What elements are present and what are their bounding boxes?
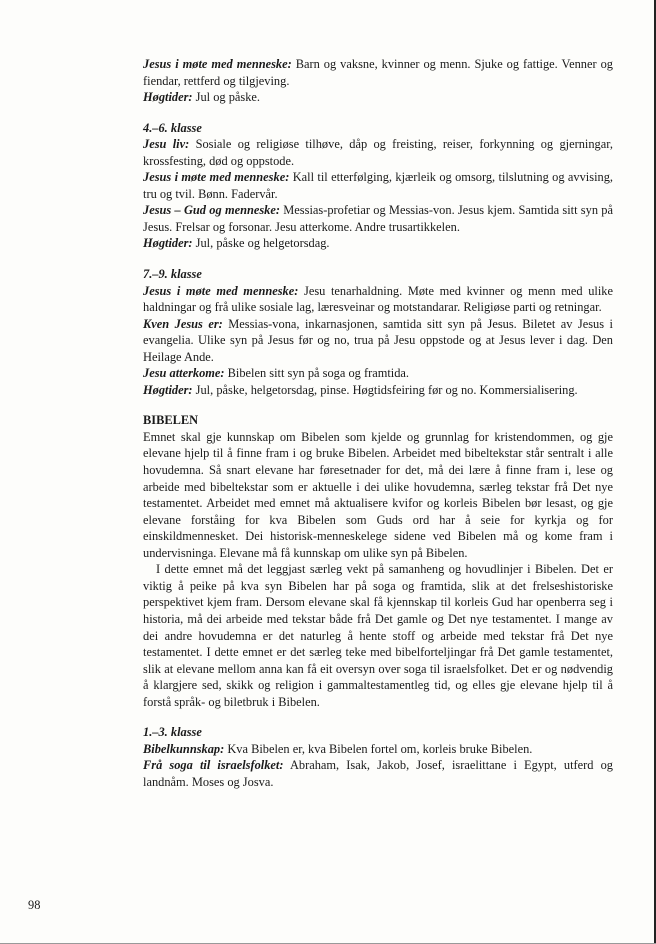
topic-label: Jesus i møte med menneske:	[143, 170, 290, 185]
topic-label: Jesu atterkome:	[143, 366, 225, 381]
topic-text: Jesu tenarhaldning. Møte med kvinner og menn med ulike haldningar og frå ulike sosiale lag, læresveinar og motstandarar. Religiøse parti og retningar.	[143, 283, 613, 315]
topic-entry	[143, 136, 613, 169]
topic-text: Abraham, Isak, Jakob, Josef, israelittane i Egypt, utferd og landnåm. Moses og Josva.	[143, 758, 613, 789]
topic-text: Messias-profetiar og Messias-von. Jesus kjem. Samtida sitt syn på Jesus. Frelsar og forsonar. Jesu atterkome. Andre trusartikkelen.	[143, 203, 613, 234]
page-body	[143, 56, 613, 790]
topic-text: Jul og påske.	[192, 90, 261, 105]
topic-label: Jesus i møte med menneske:	[143, 283, 299, 298]
block-spacer	[143, 398, 613, 412]
topic-text: Jul, påske og helgetorsdag.	[192, 236, 330, 251]
topic-label: Jesus i møte med menneske:	[143, 57, 292, 71]
block-spacer	[143, 106, 613, 120]
topic-entry	[143, 757, 613, 790]
grade-heading: 4.–6. klasse	[143, 120, 202, 135]
topic-entry	[143, 283, 613, 316]
topic-text: Sosiale og religiøse tilhøve, dåp og freisting, reiser, forkynning og gjerningar, krossfesting, død og oppstode.	[143, 137, 613, 168]
body-paragraph: Emnet skal gje kunnskap om Bibelen som kjelde og grunnlag for kristendommen, og gje elevane hjelp til å finne fram i og bruke Bibelen. Arbeidet med bibeltekstar står sentralt i alle hovudemna. Så snart elevane har føresetnader for det, må dei lære å finne fram i, lese og arbeide med bibeltekstar som er aktuelle i dei ulike hovudemna, særleg tekstar frå Det nye testamentet. Arbeidet med emnet må aktualisere kvifor og korleis Bibelen bør lesast, og gje elevane forståing for kva Bibelen som Guds ord har å seie for kyrkja og for einskildmennesket. Dei historisk-menneskelege sidene ved Bibelen må og kome fram i undervisninga. Elevane må få kunnskap om ulike syn på Bibelen.	[143, 429, 613, 560]
topic-label: Jesu liv:	[143, 137, 190, 152]
block-spacer	[143, 252, 613, 266]
grade-heading: 1.–3. klasse	[143, 725, 202, 740]
topic-entry	[143, 89, 613, 106]
topic-entry	[143, 169, 613, 202]
topic-text: Kall til etterfølging, kjærleik og omsorg, tilslutning og avvising, tru og tvil. Bønn. Fadervår.	[143, 170, 614, 201]
topic-label: Høgtider:	[143, 382, 193, 397]
topic-label: Bibelkunnskap:	[143, 741, 225, 756]
topic-label: Jesus – Gud og menneske:	[143, 203, 281, 218]
topic-text: Bibelen sitt syn på soga og framtida.	[224, 366, 410, 381]
topic-entry	[143, 382, 613, 399]
topic-text: Kva Bibelen er, kva Bibelen fortel om, korleis bruke Bibelen.	[224, 741, 533, 756]
topic-label: Kven Jesus er:	[143, 316, 223, 331]
topic-text: Jul, påske, helgetorsdag, pinse. Høgtidsfeiring før og no. Kommersialisering.	[192, 382, 578, 397]
topic-label: Frå soga til israelsfolket:	[143, 758, 284, 773]
page-number: 98	[28, 898, 41, 912]
grade-heading: 7.–9. klasse	[143, 267, 202, 282]
topic-entry	[143, 365, 613, 382]
topic-entry	[143, 235, 613, 252]
topic-label: Høgtider:	[143, 90, 193, 105]
topic-entry	[143, 202, 613, 235]
block-spacer	[143, 710, 613, 724]
topic-label: Høgtider:	[143, 236, 193, 251]
topic-entry	[143, 741, 613, 758]
topic-text: Messias-vona, inkarnasjonen, samtida sitt syn på Jesus. Biletet av Jesus i evangelia. Ulike syn på Jesus før og no, trua på Jesu oppstode og at Jesus lever i dag. Den Heilage Ande.	[143, 316, 613, 364]
topic-text: Barn og vaksne, kvinner og menn. Sjuke og fattige. Venner og fiendar, rettferd og tilgjeving.	[143, 57, 613, 88]
topic-entry	[143, 316, 613, 366]
body-paragraph: I dette emnet må det leggjast særleg vekt på samanheng og hovudlinjer i Bibelen. Det er viktig å peike på kva syn Bibelen har på soga og framtida, slik at det frelseshistoriske perspektivet kjem fram. Dersom elevane skal få kjennskap til korleis Gud har openberra seg i historia, må dei arbeide med tekstar både frå Det gamle og Det nye testamentet. I mange av dei andre hovudemna er det naturleg å hente stoff og arbeide med tekstar frå Det nye testamentet. I dette emnet er det særleg teke med bibelforteljingar frå Det gamle testamentet, slik at elevane mellom anna kan få eit oversyn over soga til israelsfolket. Det er og nødvendig å klargjere sed, skikk og religion i gammaltestamentleg tid, og elles gje elevane hjelp til å forstå språk- og biletbruk i Bibelen.	[143, 562, 613, 709]
section-heading: BIBELEN	[143, 413, 199, 428]
topic-entry	[143, 56, 613, 89]
